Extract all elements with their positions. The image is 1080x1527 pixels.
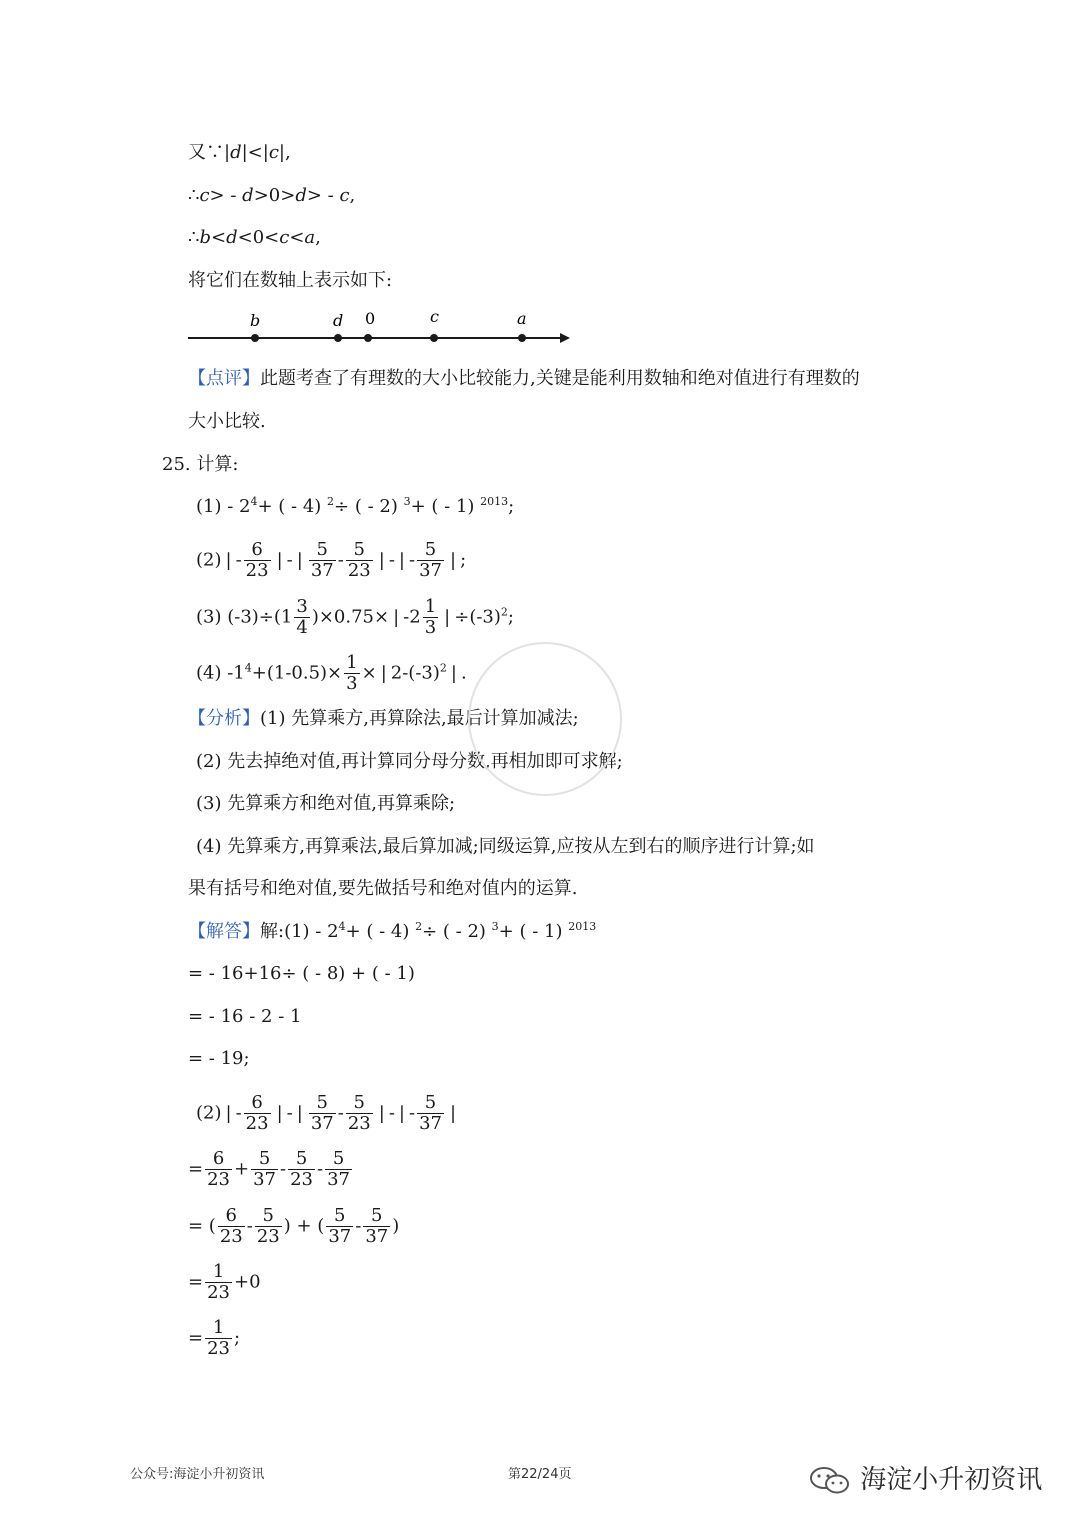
fenxi-line-3: (3) 先算乘方和绝对值,再算乘除; <box>196 793 456 814</box>
fenxi-line-2: (2) 先去掉绝对值,再计算同分母分数,再相加即可求解; <box>196 751 623 772</box>
point-0 <box>364 334 372 342</box>
point-b <box>251 334 259 342</box>
question-25-title: 25. 计算: <box>162 454 239 475</box>
label-d: d <box>333 311 344 330</box>
footer-account: 公众号:海淀小升初资讯 <box>130 1467 265 1482</box>
number-line <box>188 308 578 352</box>
point-a <box>518 334 526 342</box>
dianping-tag: 【点评】 <box>188 368 260 389</box>
fenxi-line-4: (4) 先算乘方,再算乘法,最后算加减;同级运算,应按从左到右的顺序进行计算;如 <box>196 836 815 857</box>
jieda-line-7: = ( $\frac{6}{23}$ - $\frac{5}{23}$ ) + ( $\frac{5}{37}$ - $\frac{5}{37}$ ) <box>188 1205 400 1247</box>
label-a: a <box>517 309 527 328</box>
label-c: c <box>430 308 439 326</box>
question-25-1: $(1) - 2^4+$ ( - 4) $^2$÷ ( - 2) $^3$+ ( - 1) $^{2013}$; <box>196 495 515 517</box>
question-25-3: (3) (-3)÷(1 $\frac{3}{4}$ )×0.75× | -2 $\frac{1}{3}$ | $\div(-3)^2$; <box>196 596 514 638</box>
jieda-line-1: 【解答】解:(1) - $2^4+$ ( - 4) $^2$÷ ( - 2) $^3$+ ( - 1) $^{2013}$ <box>188 920 597 942</box>
dianping-line-1: 【点评】此题考查了有理数的大小比较能力,关键是能利用数轴和绝对值进行有理数的 <box>188 368 860 389</box>
line-abs-compare: 又∵|d|<|c|, <box>188 142 291 163</box>
line-order-1: ∴c> - d>0>d> - c, <box>188 185 356 206</box>
dianping-line-2: 大小比较. <box>188 411 266 432</box>
jieda-tag: 【解答】 <box>188 921 260 942</box>
jieda-line-4: = - 19; <box>188 1048 250 1069</box>
jieda-line-2: = - 16+16÷ ( - 8) + ( - 1) <box>188 963 415 984</box>
wechat-icon <box>808 1464 852 1498</box>
question-25-4: (4) $-1^4+(1-0.5)\times$ $\frac{1}{3}$ × | $2-(-3)^2$ | . <box>196 652 467 694</box>
jieda-line-8: = $\frac{1}{23}$ +0 <box>188 1261 261 1303</box>
point-c <box>430 334 438 342</box>
label-0: 0 <box>365 309 376 328</box>
question-25-2: (2) | - $\frac{6}{23}$ | - | $\frac{5}{37}$ - $\frac{5}{23}$ | - | - $\frac{5}{37}$ | ; <box>196 539 467 581</box>
footer-page-number: 第22/24页 <box>508 1467 572 1482</box>
watermark-seal <box>468 642 622 796</box>
fenxi-tag: 【分析】 <box>188 708 260 729</box>
line-numberline-intro: 将它们在数轴上表示如下: <box>188 270 393 291</box>
footer-brand: 海淀小升初资讯 <box>808 1459 1042 1498</box>
fenxi-line-1: 【分析】(1) 先算乘方,再算除法,最后计算加减法; <box>188 708 579 729</box>
jieda-line-6: = $\frac{6}{23}$ + $\frac{5}{37}$ - $\frac{5}{23}$ - $\frac{5}{37}$ <box>188 1148 350 1190</box>
jieda-line-9: = $\frac{1}{23}$ ; <box>188 1317 241 1359</box>
jieda-line-5: (2) | - $\frac{6}{23}$ | - | $\frac{5}{37}$ - $\frac{5}{23}$ | - | - $\frac{5}{37}$ | <box>196 1092 457 1134</box>
jieda-line-3: = - 16 - 2 - 1 <box>188 1006 302 1027</box>
label-b: b <box>250 311 261 330</box>
point-d <box>334 334 342 342</box>
fenxi-line-5: 果有括号和绝对值,要先做括号和绝对值内的运算. <box>188 878 578 899</box>
line-order-2: ∴b<d<0<c<a, <box>188 227 321 248</box>
